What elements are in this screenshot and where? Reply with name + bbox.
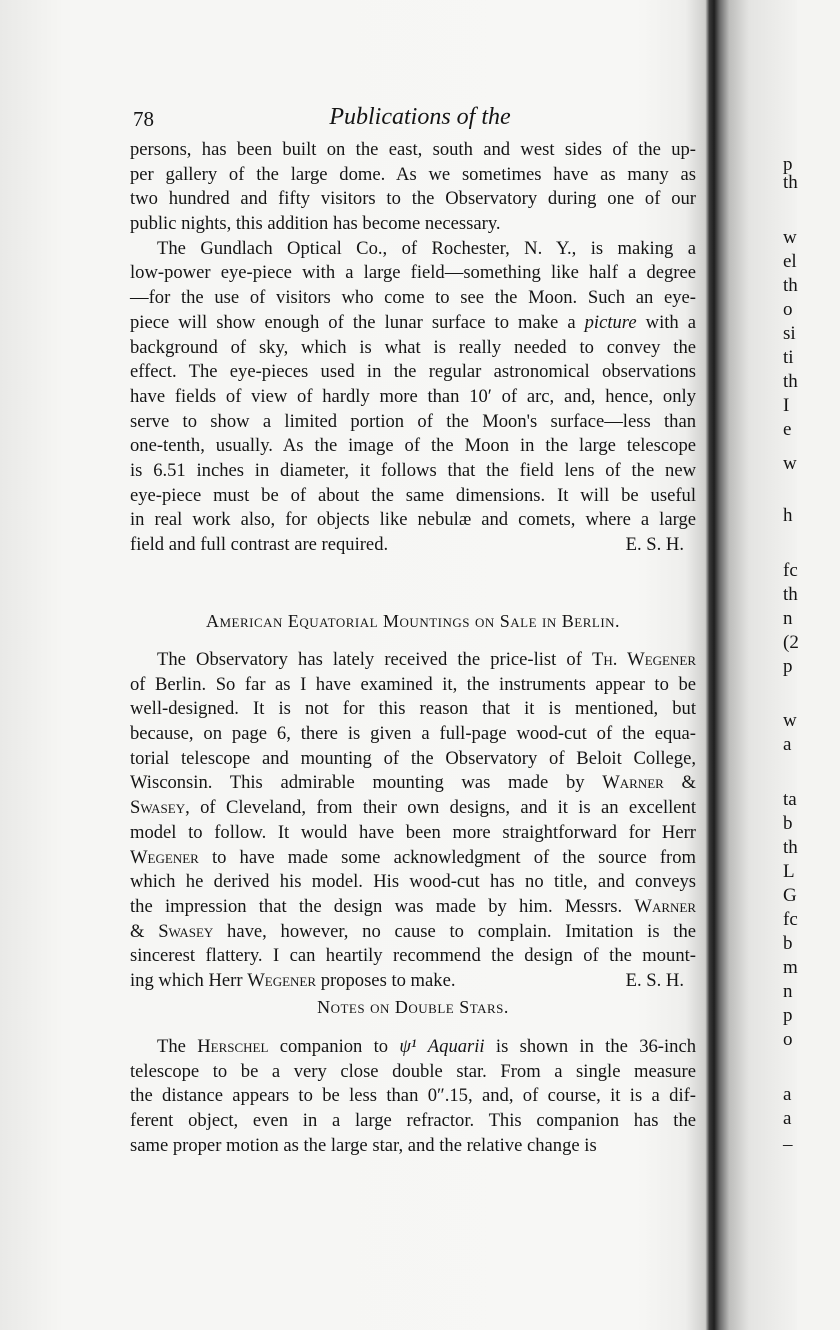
text-segment: proposes to make. — [316, 969, 456, 991]
text-segment: to have made some acknowledgment of the source from — [198, 846, 696, 868]
text-line — [130, 895, 696, 920]
text-line: of Berlin. So far as I have examined it, the instruments appear to be — [130, 673, 696, 695]
fragment-text: b — [783, 813, 793, 834]
text-line: sincerest flattery. I can heartily recommend the design of the mount- — [130, 945, 696, 967]
fragment-text: h — [783, 505, 793, 526]
fragment-text: e — [783, 419, 792, 440]
running-title: Publications of the — [329, 104, 511, 130]
small-caps-name: Herschel — [197, 1036, 269, 1057]
text-segment: Wisconsin. This admirable mounting was made by — [130, 772, 603, 794]
text-line — [130, 969, 696, 994]
fragment-text: a — [783, 734, 792, 755]
fragment-text: m — [783, 957, 798, 978]
fragment-text: p — [783, 1005, 793, 1026]
text-segment: piece will show enough of the lunar surface to make a — [130, 311, 585, 333]
text-line: in real work also, for objects like nebulæ and comets, where a large — [130, 509, 696, 531]
small-caps-name: Warner — [634, 895, 696, 917]
line-text — [130, 969, 455, 994]
text-line: The Gundlach Optical Co., of Rochester, N. Y., is making a — [157, 237, 696, 259]
fragment-text: a — [783, 1108, 792, 1129]
text-segment: & — [130, 920, 159, 942]
fragment-text: n — [783, 608, 793, 629]
fragment-text: th — [783, 371, 798, 392]
section-heading-equatorial-mountings: American Equatorial Mountings on Sale in Berlin. — [205, 611, 621, 631]
text-segment: ing which Herr — [130, 969, 248, 991]
text-line: which he derived his model. His wood-cut has no title, and conveys — [130, 871, 696, 893]
author-signature: E. S. H. — [625, 969, 684, 991]
fragment-text: th — [783, 837, 798, 858]
small-caps-name: Swasey — [130, 797, 186, 819]
text-line: because, on page 6, there is given a full-page wood-cut of the equa- — [130, 723, 696, 745]
fragment-text: ti — [783, 347, 794, 368]
text-line: well-designed. It is not for this reason that it is mentioned, but — [130, 698, 696, 720]
fragment-text: p — [783, 656, 793, 677]
text-line: effect. The eye-pieces used in the regular astronomical observations — [130, 361, 696, 383]
fragment-text: el — [783, 251, 797, 272]
text-line — [130, 533, 696, 558]
text-line: is 6.51 inches in diameter, it follows that the field lens of the new — [130, 459, 696, 481]
text-segment: have, however, no cause to complain. Imitation is the — [213, 920, 696, 942]
text-line — [130, 311, 696, 336]
section-heading-double-stars: Notes on Double Stars. — [317, 997, 509, 1017]
fragment-text: (2 — [783, 632, 799, 653]
fragment-text: G — [783, 885, 797, 906]
text-line: same proper motion as the large star, and the relative change is — [130, 1134, 597, 1156]
fragment-text: w — [783, 453, 797, 474]
paragraph-gundlach-eyepiece — [130, 237, 696, 558]
text-line: low-power eye-piece with a large field—something like half a degree — [130, 262, 696, 284]
author-signature: E. S. H. — [625, 534, 684, 556]
text-line: serve to show a limited portion of the Moon's surface—less than — [130, 410, 696, 432]
text-line — [130, 771, 696, 796]
text-line: ferent object, even in a large refractor. This companion has the — [130, 1110, 696, 1132]
text-segment: & — [663, 772, 696, 794]
text-line: —for the use of visitors who come to see the Moon. Such an eye- — [130, 287, 696, 309]
text-segment: , of Cleveland, from their own designs, and it is an excellent — [185, 797, 696, 819]
fragment-text: o — [783, 1029, 793, 1050]
text-line: public nights, this addition has become necessary. — [130, 213, 501, 235]
fragment-text: si — [783, 323, 796, 344]
text-line — [130, 796, 696, 821]
paragraph-gallery-addition — [130, 138, 696, 237]
line-text: field and full contrast are required. — [130, 534, 389, 556]
text-line — [130, 846, 696, 871]
fragment-text: th — [783, 172, 798, 193]
text-line: eye-piece must be of about the same dimensions. It will be useful — [130, 484, 696, 506]
fragment-text: fc — [783, 909, 798, 930]
italic-text: ψ¹ Aquarii — [399, 1036, 485, 1057]
fragment-text: o — [783, 299, 793, 320]
small-caps-name: Th. Wegener — [592, 649, 697, 670]
text-line: torial telescope and mounting of the Observatory of Beloit College, — [130, 747, 696, 769]
text-line — [130, 1035, 696, 1060]
text-line: per gallery of the large dome. As we sometimes have as many as — [130, 163, 696, 185]
fragment-text: p — [783, 154, 793, 175]
text-segment: is shown in the 36-inch — [484, 1036, 696, 1057]
fragment-text: L — [783, 861, 795, 882]
text-line — [130, 648, 696, 673]
text-line: telescope to be a very close double star. From a single measure — [130, 1060, 696, 1082]
text-line: two hundred and fifty visitors to the Observatory during one of our — [130, 188, 696, 210]
small-caps-name: Swasey — [158, 920, 214, 942]
fragment-text: fc — [783, 560, 798, 581]
small-caps-name: Wegener — [247, 969, 317, 991]
text-segment: The Observatory has lately received the price-list of — [157, 649, 593, 670]
text-segment: companion to — [268, 1036, 400, 1057]
fragment-text: n — [783, 981, 793, 1002]
fragment-text: – — [783, 1134, 793, 1155]
small-caps-name: Wegener — [130, 846, 199, 868]
fragment-text: ta — [783, 789, 797, 810]
italic-text: picture — [584, 311, 637, 333]
small-caps-name: Warner — [602, 772, 664, 794]
text-line: persons, has been built on the east, south and west sides of the up- — [130, 139, 696, 160]
text-line — [130, 920, 696, 945]
fragment-text: b — [783, 933, 793, 954]
text-line: background of sky, which is what is really needed to convey the — [130, 336, 696, 358]
fragment-text: a — [783, 1084, 792, 1105]
text-line: one-tenth, usually. As the image of the Moon in the large telescope — [130, 435, 696, 457]
fragment-text: w — [783, 710, 797, 731]
fragment-text: I — [783, 395, 790, 416]
text-line: have fields of view of hardly more than 10′ of arc, and, hence, only — [130, 385, 696, 407]
text-line: the distance appears to be less than 0″.15, and, of course, it is a dif- — [130, 1085, 696, 1107]
page-number: 78 — [133, 107, 154, 131]
text-segment: the impression that the design was made by him. Messrs. — [130, 895, 635, 917]
paragraph-wegener-pricelist — [130, 648, 696, 994]
text-line: model to follow. It would have been more straightforward for Herr — [130, 821, 696, 843]
text-segment: The — [157, 1036, 198, 1057]
fragment-text: th — [783, 275, 798, 296]
text-segment: with a — [636, 311, 696, 333]
fragment-text: w — [783, 227, 797, 248]
paragraph-herschel-companion — [130, 1035, 696, 1158]
fragment-text: th — [783, 584, 798, 605]
